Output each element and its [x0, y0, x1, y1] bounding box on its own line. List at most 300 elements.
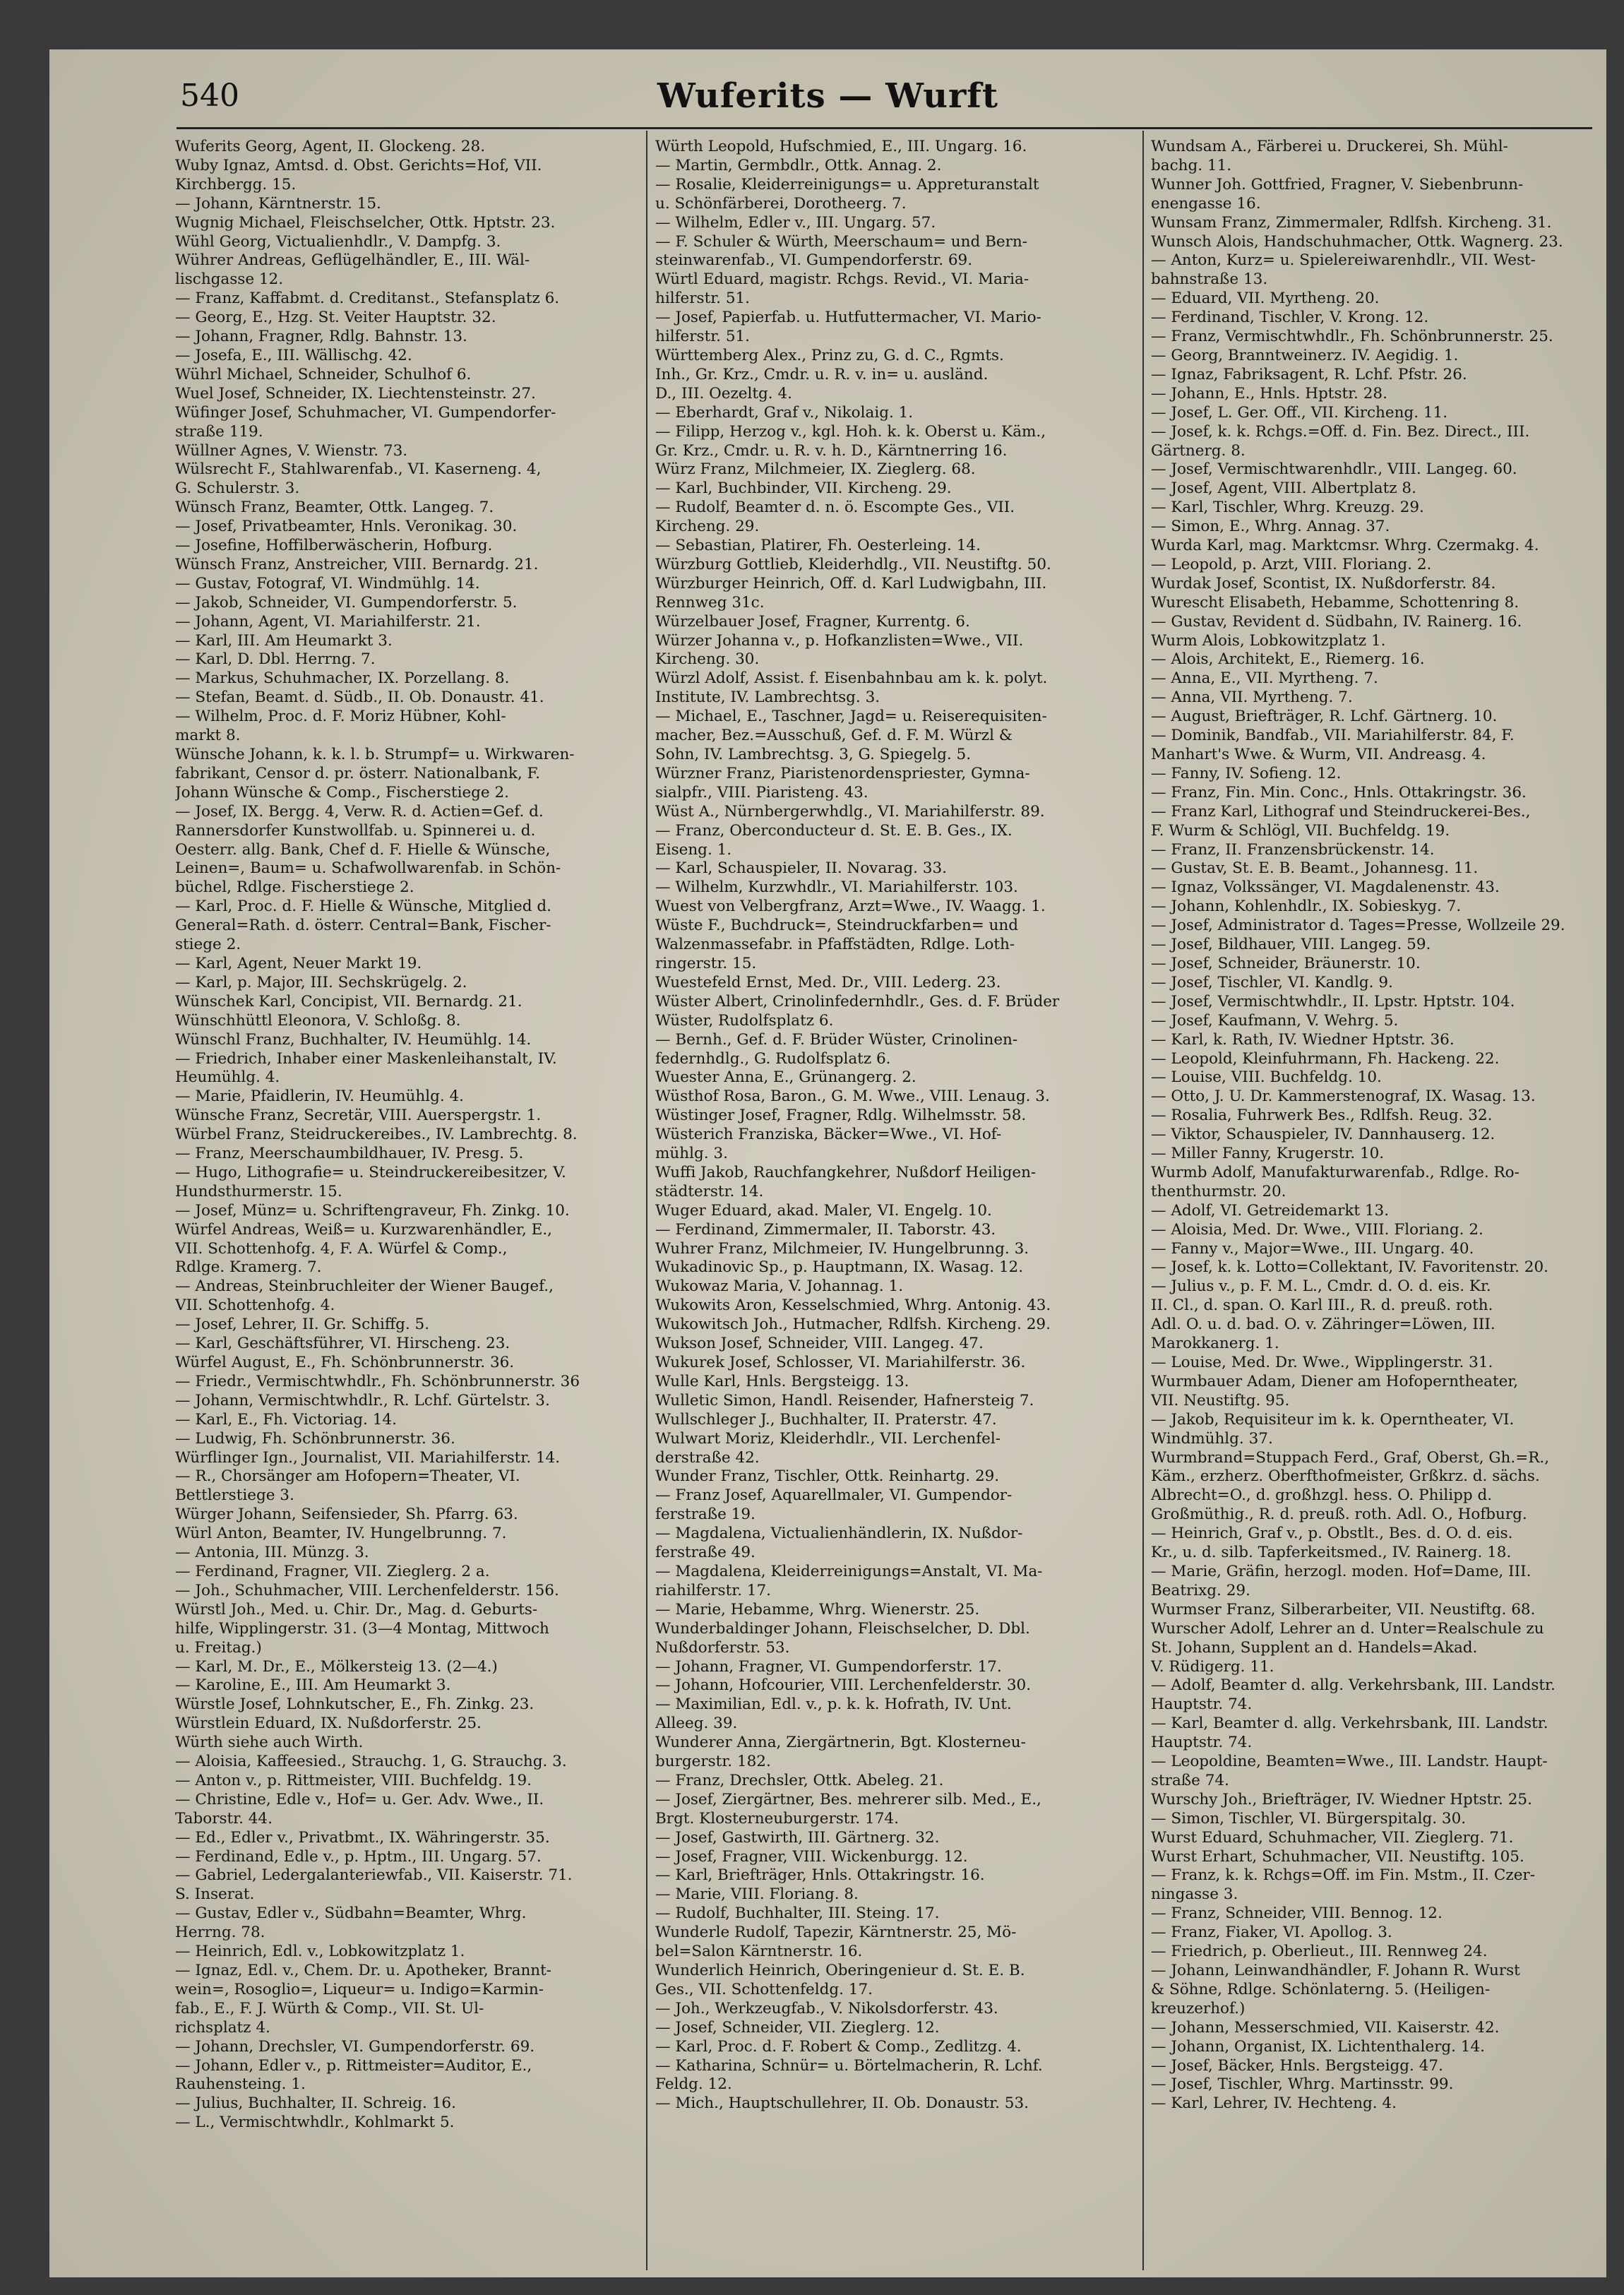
directory-entry: — Martin, Germbdlr., Ottk. Annag. 2. [655, 156, 942, 174]
directory-entry: federnhdlg., G. Rudolfsplatz 6. [655, 1049, 891, 1068]
directory-entry: Wugnig Michael, Fleischselcher, Ottk. Hptstr. 23. [175, 213, 556, 232]
directory-entry: Kircheng. 30. [655, 650, 760, 669]
directory-entry: — Johann, Organist, IX. Lichtenthalerg. 14. [1151, 2037, 1485, 2056]
directory-entry: — Leopold, Kleinfuhrmann, Fh. Hackeng. 22. [1151, 1049, 1500, 1068]
directory-entry: Rdlge. Kramerg. 7. [175, 1258, 322, 1277]
directory-entry: Rannersdorfer Kunstwollfab. u. Spinnerei u. d. [175, 821, 536, 840]
directory-entry: Gr. Krz., Cmdr. u. R. v. h. D., Kärntnerring 16. [655, 441, 1008, 460]
directory-entry: — Miller Fanny, Krugerstr. 10. [1151, 1145, 1385, 1163]
directory-entry: — Eberhardt, Graf v., Nikolaig. 1. [655, 403, 914, 422]
directory-entry: richsplatz 4. [175, 2018, 270, 2037]
directory-entry: — Bernh., Gef. d. F. Brüder Wüster, Crinolinen- [655, 1030, 1018, 1049]
directory-entry: — Aloisia, Kaffeesied., Strauchg. 1, G. Strauchg. 3. [175, 1753, 567, 1771]
directory-entry: Sohn, IV. Lambrechtsg. 3, G. Spiegelg. 5. [655, 746, 972, 763]
directory-entry: Beatrixg. 29. [1151, 1581, 1250, 1599]
directory-entry: — Fanny, IV. Sofieng. 12. [1151, 764, 1342, 782]
directory-entry: — Georg, Branntweinerz. IV. Aegidig. 1. [1151, 346, 1459, 364]
page-number: 540 [180, 78, 239, 114]
directory-entry: — Franz, k. k. Rchgs=Off. im Fin. Mstm., II. Czer- [1151, 1866, 1535, 1885]
directory-entry: St. Johann, Supplent an d. Handels=Akad. [1151, 1638, 1478, 1657]
directory-entry: Adl. O. u. d. bad. O. v. Zähringer=Löwen, III. [1151, 1316, 1495, 1334]
directory-entry: ferstraße 19. [655, 1506, 756, 1524]
directory-entry: Albrecht=O., d. großhzgl. hess. O. Philipp d. [1151, 1486, 1493, 1505]
directory-entry: Wülsrecht F., Stahlwarenfab., VI. Kaserneng. 4, [175, 460, 542, 479]
directory-entry: Wunderer Anna, Ziergärtnerin, Bgt. Klosterneu- [655, 1734, 1026, 1752]
directory-entry: Wünsche Johann, k. k. l. b. Strumpf= u. Wirkwaren- [175, 746, 575, 763]
directory-entry: — Franz, Oberconducteur d. St. E. B. Ges., IX. [655, 821, 1013, 840]
directory-entry: — Josef, Gastwirth, III. Gärtnerg. 32. [655, 1828, 940, 1847]
directory-entry: Wurmbauer Adam, Diener am Hofoperntheater, [1151, 1372, 1519, 1390]
directory-entry: — Johann, Agent, VI. Mariahilferstr. 21. [175, 612, 481, 631]
directory-entry: — Johann, Vermischtwhdlr., R. Lchf. Gürtelstr. 3. [175, 1391, 550, 1409]
directory-entry: — Filipp, Herzog v., kgl. Hoh. k. k. Oberst u. Käm., [655, 422, 1046, 441]
directory-entry: — Jakob, Schneider, VI. Gumpendorferstr. 5. [175, 593, 518, 612]
header-rule [177, 127, 1592, 129]
directory-entry: Wunsch Alois, Handschuhmacher, Ottk. Wagnerg. 23. [1151, 232, 1563, 251]
directory-entry: Wukowits Aron, Kesselschmied, Whrg. Antonig. 43. [655, 1296, 1051, 1315]
directory-entry: — Ferdinand, Tischler, V. Krong. 12. [1151, 309, 1429, 327]
directory-entry: — Dominik, Bandfab., VII. Mariahilferstr. 84, F. [1151, 727, 1515, 745]
directory-entry: — Anna, E., VII. Myrtheng. 7. [1151, 669, 1378, 688]
directory-entry: — Gustav, Fotograf, VI. Windmühlg. 14. [175, 574, 480, 592]
directory-entry: sialpfr., VIII. Piaristeng. 43. [655, 783, 868, 801]
directory-entry: Wüster Albert, Crinolinfedernhdlr., Ges. d. F. Brüder [655, 992, 1060, 1011]
directory-entry: Wührl Michael, Schneider, Schulhof 6. [175, 365, 472, 383]
directory-entry: — Karl, M. Dr., E., Mölkersteig 13. (2—4.) [175, 1657, 498, 1676]
directory-entry: — Michael, E., Taschner, Jagd= u. Reiserequisiten- [655, 708, 1047, 726]
directory-entry: — Gustav, Revident d. Südbahn, IV. Rainerg. 16. [1151, 612, 1522, 631]
directory-entry: Wullschleger J., Buchhalter, II. Praterstr. 47. [655, 1410, 997, 1429]
directory-entry: Wüstinger Josef, Fragner, Rdlg. Wilhelmsstr. 58. [655, 1107, 1027, 1125]
directory-entry: — Friedr., Vermischtwhdlr., Fh. Schönbrunnerstr. 36 [175, 1372, 580, 1390]
column-1 [175, 138, 638, 2270]
directory-entry: F. Wurm & Schlögl, VII. Buchfeldg. 19. [1151, 821, 1450, 840]
directory-entry: — Josef, Bäcker, Hnls. Bergsteigg. 47. [1151, 2056, 1443, 2075]
running-title: Wuferits — Wurft [657, 76, 999, 116]
directory-entry: ningasse 3. [1151, 1885, 1238, 1904]
directory-entry: Wuffi Jakob, Rauchfangkehrer, Nußdorf Heiligen- [655, 1163, 1037, 1181]
directory-entry: Wüllner Agnes, V. Wienstr. 73. [175, 441, 408, 460]
directory-entry: — Johann, Kohlenhdlr., IX. Sobieskyg. 7. [1151, 898, 1462, 916]
directory-entry: V. Rüdigerg. 11. [1151, 1657, 1274, 1676]
directory-entry: Alleeg. 39. [655, 1715, 738, 1733]
directory-entry: macher, Bez.=Ausschuß, Gef. d. F. M. Würzl & [655, 727, 1013, 745]
directory-entry: — Johann, Kärntnerstr. 15. [175, 194, 381, 213]
directory-entry: straße 119. [175, 422, 263, 441]
directory-entry: — Hugo, Lithografie= u. Steindruckereibesitzer, V. [175, 1163, 566, 1181]
directory-entry: Wurst Erhart, Schuhmacher, VII. Neustiftg. 105. [1151, 1847, 1524, 1866]
directory-entry: fabrikant, Censor d. pr. österr. Nationalbank, F. [175, 764, 540, 782]
directory-entry: Wüfinger Josef, Schuhmacher, VI. Gumpendorfer- [175, 403, 556, 422]
directory-entry: Walzenmassefabr. in Pfaffstädten, Rdlge. Loth- [655, 936, 1015, 954]
directory-entry: bel=Salon Kärntnerstr. 16. [655, 1943, 863, 1961]
directory-entry: thenthurmstr. 20. [1151, 1182, 1286, 1200]
directory-entry: Wukurek Josef, Schlosser, VI. Mariahilferstr. 36. [655, 1354, 1026, 1371]
directory-entry: — Franz, Meerschaumbildhauer, IV. Presg. 5. [175, 1145, 524, 1163]
directory-entry: — Johann, Leinwandhändler, F. Johann R. Wurst [1151, 1962, 1520, 1979]
directory-entry: — Sebastian, Platirer, Fh. Oesterleing. 14. [655, 537, 981, 555]
directory-entry: — Joh., Schuhmacher, VIII. Lerchenfelderstr. 156. [175, 1581, 559, 1599]
directory-entry: Wulle Karl, Hnls. Bergsteigg. 13. [655, 1372, 909, 1390]
directory-entry: Würzburger Heinrich, Off. d. Karl Ludwigbahn, III. [655, 574, 1047, 592]
directory-entry: — Ferdinand, Edle v., p. Hptm., III. Ungarg. 57. [175, 1847, 542, 1866]
directory-entry: Würfel August, E., Fh. Schönbrunnerstr. 36. [175, 1354, 515, 1371]
directory-entry: — Fanny v., Major=Wwe., III. Ungarg. 40. [1151, 1239, 1474, 1258]
directory-entry: bachg. 11. [1151, 156, 1232, 174]
directory-entry: — Julius v., p. F. M. L., Cmdr. d. O. d. eis. Kr. [1151, 1277, 1491, 1296]
column-2 [655, 138, 1134, 2270]
directory-entry: hilfe, Wipplingerstr. 31. (3—4 Montag, Mittwoch [175, 1619, 549, 1638]
directory-entry: — Gabriel, Ledergalanteriewfab., VII. Kaiserstr. 71. [175, 1866, 573, 1885]
directory-entry: Wurst Eduard, Schuhmacher, VII. Zieglerg. 71. [1151, 1828, 1514, 1847]
directory-entry: Würzner Franz, Piaristenordenspriester, Gymna- [655, 764, 1030, 782]
directory-entry: Wukowitsch Joh., Hutmacher, Rdlfsh. Kircheng. 29. [655, 1316, 1051, 1334]
directory-entry: Wurescht Elisabeth, Hebamme, Schottenring 8. [1151, 593, 1519, 612]
directory-entry: — Franz, Drechsler, Ottk. Abeleg. 21. [655, 1771, 944, 1789]
directory-entry: — Gustav, Edler v., Südbahn=Beamter, Whrg. [175, 1904, 527, 1923]
directory-entry: Würger Johann, Seifensieder, Sh. Pfarrg. 63. [175, 1506, 518, 1524]
directory-entry: Wüst A., Nürnbergerwhdlg., VI. Mariahilferstr. 89. [655, 802, 1045, 821]
directory-entry: straße 74. [1151, 1771, 1229, 1789]
directory-entry: Wünsch Franz, Anstreicher, VIII. Bernardg. 21. [175, 555, 539, 573]
directory-entry: — Josef, Tischler, VI. Kandlg. 9. [1151, 973, 1393, 991]
directory-entry: — Leopold, p. Arzt, VIII. Floriang. 2. [1151, 555, 1432, 573]
directory-entry: hilferstr. 51. [655, 328, 751, 346]
directory-entry: — Karl, III. Am Heumarkt 3. [175, 631, 393, 650]
directory-entry: u. Schönfärberei, Dorotheerg. 7. [655, 194, 907, 213]
directory-entry: Wuger Eduard, akad. Maler, VI. Engelg. 10. [655, 1201, 992, 1220]
directory-entry: — Josef, Münz= u. Schriftengraveur, Fh. Zinkg. 10. [175, 1201, 570, 1220]
directory-entry: — Josef, Vermischtwarenhdlr., VIII. Langeg. 60. [1151, 460, 1517, 479]
directory-entry: — Ferdinand, Fragner, VII. Zieglerg. 2 a. [175, 1562, 490, 1580]
directory-entry: ferstraße 49. [655, 1544, 756, 1562]
directory-entry: Wüsthof Rosa, Baron., G. M. Wwe., VIII. Lenaug. 3. [655, 1087, 1050, 1106]
directory-entry: — Eduard, VII. Myrtheng. 20. [1151, 290, 1380, 308]
directory-entry: Taborstr. 44. [175, 1809, 273, 1828]
directory-entry: — Josef, k. k. Lotto=Collektant, IV. Favoritenstr. 20. [1151, 1258, 1548, 1277]
directory-entry: — Josef, Papierfab. u. Hutfuttermacher, VI. Mario- [655, 309, 1041, 327]
directory-entry: VII. Neustiftg. 95. [1151, 1391, 1290, 1409]
directory-entry: u. Freitag.) [175, 1638, 262, 1657]
directory-entry: — Johann, Messerschmied, VII. Kaiserstr. 42. [1151, 2018, 1500, 2037]
directory-entry: — Jakob, Requisiteur im k. k. Operntheater, VI. [1151, 1410, 1515, 1429]
directory-entry: — Karl, E., Fh. Victoriag. 14. [175, 1410, 397, 1429]
directory-entry: Wulwart Moriz, Kleiderhdlr., VII. Lerchenfel- [655, 1429, 1001, 1448]
directory-entry: — Ignaz, Edl. v., Chem. Dr. u. Apotheker, Brannt- [175, 1962, 552, 1979]
directory-entry: — Adolf, Beamter d. allg. Verkehrsbank, III. Landstr. [1151, 1676, 1556, 1695]
directory-entry: — Gustav, St. E. B. Beamt., Johannesg. 11. [1151, 859, 1479, 878]
directory-entry: Wukson Josef, Schneider, VIII. Langeg. 47. [655, 1335, 984, 1353]
directory-entry: Wunderlich Heinrich, Oberingenieur d. St. E. B. [655, 1962, 1025, 1979]
directory-entry: Wurschy Joh., Briefträger, IV. Wiedner Hptstr. 25. [1151, 1790, 1532, 1808]
directory-entry: — Karl, Geschäftsführer, VI. Hirscheng. 23. [175, 1335, 511, 1353]
directory-entry: mühlg. 3. [655, 1145, 728, 1163]
directory-entry: — Friedrich, Inhaber einer Maskenleihanstalt, IV. [175, 1049, 557, 1068]
directory-entry: Hauptstr. 74. [1151, 1734, 1253, 1752]
directory-entry: Wuester Anna, E., Grünangerg. 2. [655, 1068, 917, 1087]
directory-entry: — Karl, Proc. d. F. Hielle & Wünsche, Mitglied d. [175, 898, 551, 916]
directory-entry: Wunsam Franz, Zimmermaler, Rdlfsh. Kircheng. 31. [1151, 213, 1552, 232]
directory-entry: Würflinger Ign., Journalist, VII. Mariahilferstr. 14. [175, 1448, 561, 1467]
directory-entry: Ges., VII. Schottenfeldg. 17. [655, 1980, 873, 1998]
directory-entry: Wurm Alois, Lobkowitzplatz 1. [1151, 631, 1386, 650]
directory-entry: — Johann, Drechsler, VI. Gumpendorferstr. 69. [175, 2037, 535, 2056]
directory-entry: Gärtnerg. 8. [1151, 441, 1246, 460]
directory-entry: stiege 2. [175, 936, 241, 954]
directory-entry: — Magdalena, Kleiderreinigungs=Anstalt, VI. Ma- [655, 1562, 1043, 1580]
directory-entry: Großmüthig., R. d. preuß. roth. Adl. O., Hofburg. [1151, 1506, 1527, 1524]
directory-entry: — Josef, Administrator d. Tages=Presse, Wollzeile 29. [1151, 917, 1565, 935]
directory-entry: Rauhensteing. 1. [175, 2075, 306, 2094]
directory-entry: — Johann, Fragner, Rdlg. Bahnstr. 13. [175, 328, 467, 346]
directory-entry: — Alois, Architekt, E., Riemerg. 16. [1151, 650, 1425, 669]
directory-entry: Wurda Karl, mag. Marktcmsr. Whrg. Czermakg. 4. [1151, 537, 1539, 555]
directory-entry: — Josef, Schneider, Bräunerstr. 10. [1151, 954, 1421, 972]
directory-entry: Würtl Eduard, magistr. Rchgs. Revid., VI. Maria- [655, 270, 1029, 289]
directory-entry: Wunder Franz, Tischler, Ottk. Reinhartg. 29. [655, 1467, 1000, 1486]
directory-entry: Oesterr. allg. Bank, Chef d. F. Hielle & Wünsche, [175, 840, 551, 859]
directory-entry: — Rosalie, Kleiderreinigungs= u. Appreturanstalt [655, 175, 1039, 193]
directory-entry: — Ferdinand, Zimmermaler, II. Taborstr. 43. [655, 1220, 996, 1239]
directory-entry: Wuby Ignaz, Amtsd. d. Obst. Gerichts=Hof, VII. [175, 156, 542, 174]
directory-entry: städterstr. 14. [655, 1182, 764, 1200]
directory-entry: — L., Vermischtwhdlr., Kohlmarkt 5. [175, 2114, 455, 2132]
directory-entry: Rennweg 31c. [655, 593, 765, 612]
directory-entry: — Otto, J. U. Dr. Kammerstenograf, IX. Wasag. 13. [1151, 1087, 1536, 1106]
directory-entry: — Josef, Bildhauer, VIII. Langeg. 59. [1151, 936, 1431, 954]
directory-entry: Hauptstr. 74. [1151, 1695, 1253, 1714]
directory-entry: — Andreas, Steinbruchleiter der Wiener Baugef., [175, 1277, 554, 1296]
directory-entry: — Karl, k. Rath, IV. Wiedner Hptstr. 36. [1151, 1030, 1455, 1049]
directory-entry: Wuhrer Franz, Milchmeier, IV. Hungelbrunng. 3. [655, 1239, 1029, 1258]
directory-entry: — Karl, Lehrer, IV. Hechteng. 4. [1151, 2094, 1397, 2113]
directory-entry: — Rudolf, Buchhalter, III. Steing. 17. [655, 1904, 940, 1923]
directory-entry: — Anton, Kurz= u. Spielereiwarenhdlr., VII. West- [1151, 251, 1536, 270]
directory-entry: Wünschek Karl, Concipist, VII. Bernardg. 21. [175, 992, 523, 1011]
directory-entry: — Karoline, E., III. Am Heumarkt 3. [175, 1676, 451, 1695]
directory-entry: Marokkanerg. 1. [1151, 1335, 1279, 1353]
directory-entry: Institute, IV. Lambrechtsg. 3. [655, 688, 880, 707]
directory-entry: — Josef, Agent, VIII. Albertplatz 8. [1151, 479, 1416, 498]
directory-entry: riahilferstr. 17. [655, 1581, 771, 1599]
directory-entry: — Ludwig, Fh. Schönbrunnerstr. 36. [175, 1429, 455, 1448]
directory-entry: — Maximilian, Edl. v., p. k. k. Hofrath, IV. Unt. [655, 1695, 1012, 1714]
directory-entry: — Anna, VII. Myrtheng. 7. [1151, 688, 1353, 707]
directory-entry: & Söhne, Rdlge. Schönlaterng. 5. (Heiligen- [1151, 1980, 1491, 1998]
directory-entry: — Simon, Tischler, VI. Bürgerspitalg. 30. [1151, 1809, 1467, 1828]
directory-entry: — Heinrich, Graf v., p. Obstlt., Bes. d. O. d. eis. [1151, 1525, 1513, 1543]
directory-entry: Wuestefeld Ernst, Med. Dr., VIII. Lederg. 23. [655, 973, 1001, 991]
directory-entry: — Josefa, E., III. Wällischg. 42. [175, 346, 412, 364]
directory-entry: Wünsch Franz, Beamter, Ottk. Langeg. 7. [175, 499, 494, 517]
directory-entry: Wurmser Franz, Silberarbeiter, VII. Neustiftg. 68. [1151, 1600, 1536, 1619]
directory-entry: — Karl, p. Major, III. Sechskrügelg. 2. [175, 973, 467, 991]
directory-entry: — Wilhelm, Edler v., III. Ungarg. 57. [655, 213, 936, 232]
directory-entry: Wüster, Rudolfsplatz 6. [655, 1011, 834, 1030]
directory-entry: — Josef, L. Ger. Off., VII. Kircheng. 11. [1151, 403, 1448, 422]
directory-entry: — Ed., Edler v., Privatbmt., IX. Währingerstr. 35. [175, 1828, 550, 1847]
page-header [49, 49, 1606, 131]
directory-entry: Kircheng. 29. [655, 518, 760, 536]
directory-entry: Herrng. 78. [175, 1924, 265, 1942]
directory-entry: — Friedrich, p. Oberlieut., III. Rennweg 24. [1151, 1943, 1488, 1961]
directory-entry: — Joh., Werkzeugfab., V. Nikolsdorferstr. 43. [655, 1999, 998, 2017]
directory-entry: Hundsthurmerstr. 15. [175, 1182, 342, 1200]
directory-entry: Wukadinovic Sp., p. Hauptmann, IX. Wasag. 12. [655, 1258, 1024, 1277]
directory-entry: — Josef, Tischler, Whrg. Martinsstr. 99. [1151, 2075, 1454, 2094]
directory-entry: — Franz, Fin. Min. Conc., Hnls. Ottakringstr. 36. [1151, 783, 1527, 801]
directory-entry: kreuzerhof.) [1151, 1999, 1246, 2017]
directory-entry: — August, Briefträger, R. Lchf. Gärtnerg. 10. [1151, 708, 1498, 726]
directory-entry: — Viktor, Schauspieler, IV. Dannhauserg. 12. [1151, 1126, 1495, 1144]
directory-entry: — Magdalena, Victualienhändlerin, IX. Nußdor- [655, 1525, 1023, 1543]
directory-entry: — Katharina, Schnür= u. Börtelmacherin, R. Lchf. [655, 2056, 1043, 2075]
directory-entry: VII. Schottenhofg. 4. [175, 1296, 335, 1315]
directory-entry: — Josef, Privatbeamter, Hnls. Veronikag. 30. [175, 518, 518, 536]
directory-entry: — Karl, Buchbinder, VII. Kircheng. 29. [655, 479, 952, 498]
directory-entry: — Karl, D. Dbl. Herrng. 7. [175, 650, 376, 669]
directory-entry: fab., E., F. J. Würth & Comp., VII. St. Ul- [175, 1999, 484, 2017]
directory-entry: — Louise, Med. Dr. Wwe., Wipplingerstr. 31. [1151, 1354, 1493, 1371]
directory-entry: Kirchbergg. 15. [175, 175, 297, 193]
directory-entry: Württemberg Alex., Prinz zu, G. d. C., Rgmts. [655, 346, 1004, 364]
directory-entry: — Franz, Schneider, VIII. Bennog. 12. [1151, 1904, 1443, 1923]
directory-entry: — Josefine, Hoffilberwäscherin, Hofburg. [175, 537, 493, 555]
directory-entry: ringerstr. 15. [655, 954, 757, 972]
directory-entry: — Anton v., p. Rittmeister, VIII. Buchfeldg. 19. [175, 1771, 532, 1789]
directory-entry: Wühl Georg, Victualienhdlr., V. Dampfg. 3. [175, 232, 501, 251]
directory-entry: Nußdorferstr. 53. [655, 1638, 790, 1657]
directory-entry: II. Cl., d. span. O. Karl III., R. d. preuß. roth. [1151, 1296, 1493, 1315]
directory-entry: Würzer Johanna v., p. Hofkanzlisten=Wwe., VII. [655, 631, 1024, 650]
directory-entry: — Wilhelm, Proc. d. F. Moriz Hübner, Kohl- [175, 708, 506, 726]
directory-entry: büchel, Rdlge. Fischerstiege 2. [175, 878, 414, 897]
directory-entry: Bettlerstiege 3. [175, 1486, 294, 1505]
directory-entry: — Josef, Ziergärtner, Bes. mehrerer silb. Med., E., [655, 1790, 1041, 1808]
directory-entry: — Ignaz, Fabriksagent, R. Lchf. Pfstr. 26. [1151, 365, 1467, 383]
directory-entry: Würzl Adolf, Assist. f. Eisenbahnbau am k. k. polyt. [655, 669, 1048, 688]
directory-entry: Würstle Josef, Lohnkutscher, E., Fh. Zinkg. 23. [175, 1695, 535, 1714]
directory-entry: — Franz Karl, Lithograf und Steindruckerei-Bes., [1151, 802, 1531, 821]
directory-entry: — Josef, Schneider, VII. Zieglerg. 12. [655, 2018, 940, 2037]
directory-entry: — Mich., Hauptschullehrer, II. Ob. Donaustr. 53. [655, 2094, 1029, 2113]
directory-entry: Wunderle Rudolf, Tapezir, Kärntnerstr. 25, Mö- [655, 1924, 1017, 1942]
directory-entry: — Simon, E., Whrg. Annag. 37. [1151, 518, 1390, 536]
directory-entry: G. Schulerstr. 3. [175, 479, 300, 498]
column-divider [646, 131, 647, 2270]
directory-entry: Johann Wünsche & Comp., Fischerstiege 2. [175, 783, 509, 801]
directory-entry: Wurdak Josef, Scontist, IX. Nußdorferstr. 84. [1151, 574, 1496, 592]
directory-entry: Wuferits Georg, Agent, II. Glockeng. 28. [175, 138, 486, 155]
column-3 [1151, 138, 1603, 2270]
directory-entry: — Stefan, Beamt. d. Südb., II. Ob. Donaustr. 41. [175, 688, 544, 707]
directory-entry: Kr., u. d. silb. Tapferkeitsmed., IV. Rainerg. 18. [1151, 1544, 1512, 1562]
directory-entry: Wurscher Adolf, Lehrer an d. Unter=Realschule zu [1151, 1619, 1544, 1638]
directory-entry: Würbel Franz, Steidruckereibes., IV. Lambrechtg. 8. [175, 1126, 578, 1144]
directory-entry: — Georg, E., Hzg. St. Veiter Hauptstr. 32. [175, 309, 496, 327]
directory-entry: — Karl, Beamter d. allg. Verkehrsbank, III. Landstr. [1151, 1715, 1548, 1733]
directory-entry: — Karl, Schauspieler, II. Novarag. 33. [655, 859, 947, 878]
directory-entry: lischgasse 12. [175, 270, 284, 289]
directory-entry: Manhart's Wwe. & Wurm, VII. Andreasg. 4. [1151, 746, 1486, 763]
directory-entry: derstraße 42. [655, 1448, 760, 1467]
column-divider [1142, 131, 1144, 2270]
directory-entry: — Karl, Agent, Neuer Markt 19. [175, 954, 422, 972]
directory-entry: Wuel Josef, Schneider, IX. Liechtensteinstr. 27. [175, 384, 536, 403]
directory-entry: — Josef, IX. Bergg. 4, Verw. R. d. Actien=Gef. d. [175, 802, 544, 821]
directory-entry: Wührer Andreas, Geflügelhändler, E., III. Wäl- [175, 251, 530, 270]
directory-entry: Würz Franz, Milchmeier, IX. Zieglerg. 68. [655, 460, 976, 479]
directory-entry: Eiseng. 1. [655, 840, 732, 859]
directory-entry: Heumühlg. 4. [175, 1068, 280, 1087]
directory-entry: Feldg. 12. [655, 2075, 732, 2094]
directory-entry: Brgt. Klosterneuburgerstr. 174. [655, 1809, 899, 1828]
directory-entry: Käm., erzherz. Oberfthofmeister, Grßkrz. d. sächs. [1151, 1467, 1540, 1486]
directory-entry: Wuest von Velbergfranz, Arzt=Wwe., IV. Waagg. 1. [655, 898, 1046, 916]
directory-entry: steinwarenfab., VI. Gumpendorferstr. 69. [655, 251, 973, 270]
directory-entry: — Johann, Hofcourier, VIII. Lerchenfelderstr. 30. [655, 1676, 1032, 1695]
directory-entry: — Rudolf, Beamter d. n. ö. Escompte Ges., VII. [655, 499, 1015, 517]
directory-entry: — Marie, Gräfin, herzogl. moden. Hof=Dame, III. [1151, 1562, 1532, 1580]
directory-entry: — Louise, VIII. Buchfeldg. 10. [1151, 1068, 1382, 1087]
directory-entry: — Josef, Fragner, VIII. Wickenburgg. 12. [655, 1847, 968, 1866]
directory-entry: Wüste F., Buchdruck=, Steindruckfarben= und [655, 917, 1019, 935]
directory-entry: Wünsche Franz, Secretär, VIII. Auerspergstr. 1. [175, 1107, 542, 1125]
directory-entry: — Franz, Vermischtwhdlr., Fh. Schönbrunnerstr. 25. [1151, 328, 1553, 346]
directory-entry: Wundsam A., Färberei u. Druckerei, Sh. Mühl- [1151, 138, 1508, 155]
directory-entry: burgerstr. 182. [655, 1753, 771, 1771]
directory-entry: Wünschhüttl Eleonora, V. Schloßg. 8. [175, 1011, 461, 1030]
directory-entry: — Marie, Hebamme, Whrg. Wienerstr. 25. [655, 1600, 980, 1619]
directory-entry: Würstlein Eduard, IX. Nußdorferstr. 25. [175, 1715, 482, 1733]
directory-entry: Würth siehe auch Wirth. [175, 1734, 364, 1752]
directory-entry: — R., Chorsänger am Hofopern=Theater, VI. [175, 1467, 520, 1486]
directory-entry: Wunner Joh. Gottfried, Fragner, V. Siebenbrunn- [1151, 175, 1524, 193]
directory-entry: — Johann, E., Hnls. Hptstr. 28. [1151, 384, 1387, 403]
directory-entry: Inh., Gr. Krz., Cmdr. u. R. v. in= u. ausländ. [655, 365, 989, 383]
directory-entry: — Antonia, III. Münzg. 3. [175, 1544, 369, 1562]
directory-entry: — Heinrich, Edl. v., Lobkowitzplatz 1. [175, 1943, 465, 1961]
directory-entry: VII. Schottenhofg. 4, F. A. Würfel & Comp., [175, 1239, 508, 1258]
directory-entry: — Marie, Pfaidlerin, IV. Heumühlg. 4. [175, 1087, 465, 1106]
directory-entry: Würzburg Gottlieb, Kleiderhdlg., VII. Neustiftg. 50. [655, 555, 1051, 573]
directory-entry: — Ignaz, Volkssänger, VI. Magdalenenstr. 43. [1151, 878, 1500, 897]
directory-entry: — Franz Josef, Aquarellmaler, VI. Gumpendor- [655, 1486, 1013, 1505]
directory-entry: — Johann, Fragner, VI. Gumpendorferstr. 17. [655, 1657, 1002, 1676]
directory-entry: S. Inserat. [175, 1885, 255, 1904]
directory-entry: — Marie, VIII. Floriang. 8. [655, 1885, 859, 1904]
directory-entry: Leinen=, Baum= u. Schafwollwarenfab. in Schön- [175, 859, 561, 878]
directory-entry: Wulletic Simon, Handl. Reisender, Hafnersteig 7. [655, 1391, 1034, 1409]
directory-entry: — Josef, Lehrer, II. Gr. Schiffg. 5. [175, 1316, 430, 1334]
directory-entry: Wurmb Adolf, Manufakturwarenfab., Rdlge. Ro- [1151, 1163, 1519, 1181]
directory-entry: General=Rath. d. österr. Central=Bank, Fischer- [175, 917, 551, 935]
directory-entry: enengasse 16. [1151, 194, 1261, 213]
directory-entry: — Franz, Fiaker, VI. Apollog. 3. [1151, 1924, 1392, 1942]
directory-entry: — Rosalia, Fuhrwerk Bes., Rdlfsh. Reug. 32. [1151, 1107, 1493, 1125]
directory-entry: — Julius, Buchhalter, II. Schreig. 16. [175, 2094, 456, 2113]
directory-entry: — Leopoldine, Beamten=Wwe., III. Landstr. Haupt- [1151, 1753, 1548, 1771]
directory-entry: Würzelbauer Josef, Fragner, Kurrentg. 6. [655, 612, 970, 631]
directory-entry: Wüsterich Franziska, Bäcker=Wwe., VI. Hof- [655, 1126, 1002, 1144]
directory-page [49, 49, 1606, 2277]
directory-entry: — Josef, Kaufmann, V. Wehrg. 5. [1151, 1011, 1399, 1030]
directory-entry: — Adolf, VI. Getreidemarkt 13. [1151, 1201, 1390, 1220]
directory-entry: — Franz, Kaffabmt. d. Creditanst., Stefansplatz 6. [175, 290, 560, 308]
directory-entry: D., III. Oezeltg. 4. [655, 384, 792, 403]
directory-entry: Wurmbrand=Stuppach Ferd., Graf, Oberst, Gh.=R., [1151, 1448, 1550, 1467]
directory-entry: Windmühlg. 37. [1151, 1429, 1273, 1448]
